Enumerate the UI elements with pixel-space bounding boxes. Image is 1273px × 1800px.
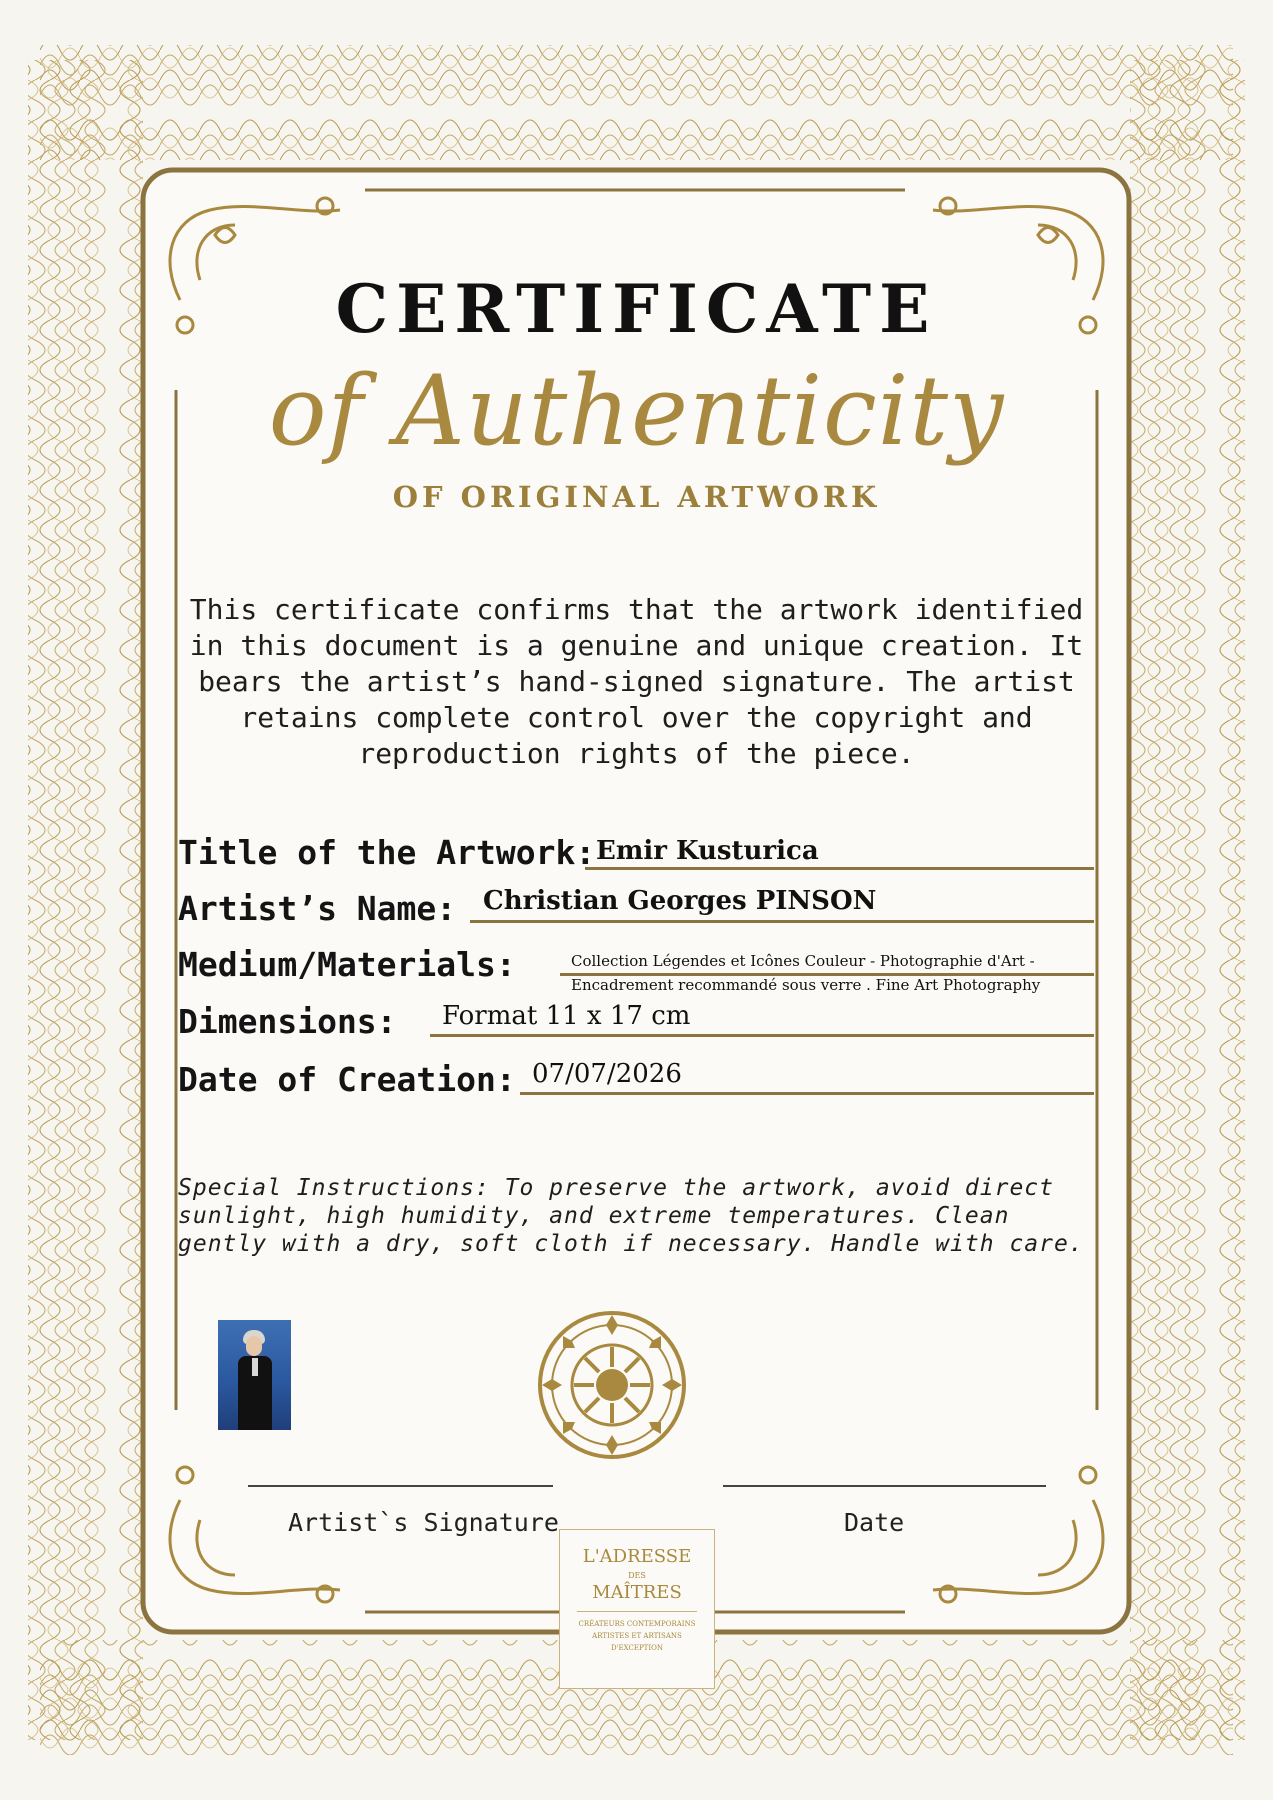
date-of-creation-label: Date of Creation:	[178, 1060, 516, 1099]
medium-value-line2: Encadrement recommandé sous verre . Fine Art Photography	[571, 976, 1041, 994]
logo-tagline1: CRÉATEURS CONTEMPORAINS	[578, 1620, 696, 1628]
logo-tagline3: D'EXCEPTION	[611, 1644, 663, 1652]
mandala-seal-icon	[540, 1313, 684, 1457]
certificate-intro-text: This certificate confirms that the artwork identified in this document is a genuine and unique creation. It bears the artist’s hand-signed signature. The artist retains complete control over the copyright and reproduction rights of the piece.	[189, 593, 1084, 770]
brand-logo	[559, 1529, 715, 1689]
title-value: Emir Kusturica	[596, 836, 819, 866]
certificate-script-title: of Authenticity	[268, 355, 1005, 467]
title-underline	[585, 867, 1094, 870]
medium-value-line1: Collection Légendes et Icônes Couleur - Photographie d'Art -	[571, 952, 1035, 970]
dimensions-underline	[430, 1034, 1094, 1037]
logo-tagline2: ARTISTES ET ARTISANS	[592, 1632, 682, 1640]
artist-label: Artist’s Name:	[178, 889, 457, 928]
artist-value: Christian Georges PINSON	[483, 886, 877, 916]
date-of-creation-underline	[520, 1092, 1094, 1095]
date-signature-label: Date	[844, 1508, 905, 1537]
logo-line3: MAÎTRES	[592, 1582, 682, 1603]
artist-signature-label: Artist`s Signature	[288, 1508, 559, 1537]
date-signature-line	[723, 1485, 1046, 1487]
artist-underline	[470, 920, 1094, 923]
title-label: Title of the Artwork:	[178, 833, 596, 872]
artwork-thumbnail	[218, 1320, 291, 1430]
medium-label: Medium/Materials:	[178, 945, 516, 984]
date-of-creation-value: 07/07/2026	[532, 1059, 682, 1089]
dimensions-value: Format 11 x 17 cm	[442, 1001, 691, 1031]
dimensions-label: Dimensions:	[178, 1002, 397, 1041]
artist-signature-line	[248, 1485, 553, 1487]
special-instructions: Special Instructions: To preserve the artwork, avoid direct sunlight, high humidity, and extreme temperatures. Clean gently with a dry, soft cloth if necessary. Handle with care.	[178, 1175, 1084, 1257]
certificate-subtitle: OF ORIGINAL ARTWORK	[392, 480, 881, 514]
logo-line1: L'ADRESSE	[582, 1546, 692, 1567]
certificate-title: CERTIFICATE	[335, 270, 938, 348]
logo-line2: DES	[628, 1571, 646, 1580]
